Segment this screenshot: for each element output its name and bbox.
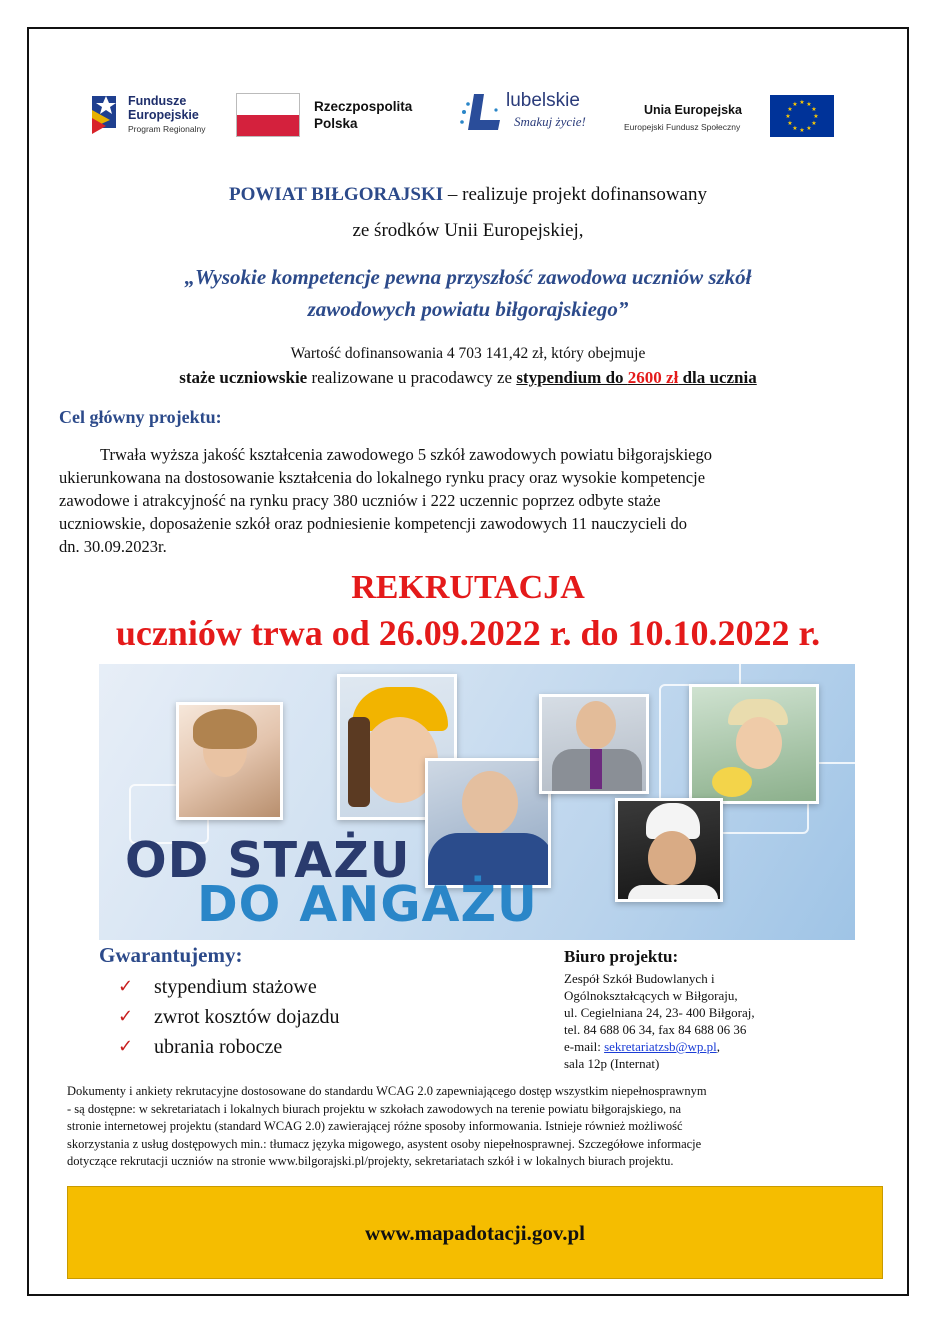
office-line: Zespół Szkół Budowlanych i (564, 971, 715, 986)
svg-text:★: ★ (787, 106, 793, 113)
value-stypendium-label: stypendium do (516, 368, 628, 387)
svg-text:★: ★ (799, 99, 805, 106)
powiat-name: POWIAT BIŁGORAJSKI (229, 184, 444, 205)
svg-text:★: ★ (785, 113, 791, 120)
lubelskie-l-icon (456, 90, 508, 136)
svg-text:★: ★ (792, 101, 798, 108)
ue-line1: Unia Europejska (644, 103, 742, 117)
office-line: sala 12p (Internat) (564, 1056, 660, 1071)
value-line1: Wartość dofinansowania 4 703 141,42 zł, który obejmuje (290, 345, 646, 362)
guarantee-item (118, 1002, 340, 1032)
guarantee-item (118, 972, 340, 1002)
office-details (564, 970, 884, 1072)
goal-line: ukierunkowana na dostosowanie kształcenia do lokalnego rynku pracy oraz wysokie kompetencje (59, 468, 706, 487)
project-title-line2: zawodowych powiatu biłgorajskiego” (307, 297, 629, 321)
goal-paragraph (59, 443, 879, 558)
value-end: dla ucznia (678, 368, 757, 387)
guarantee-item-label: stypendium stażowe (154, 976, 317, 998)
svg-text:★: ★ (811, 106, 817, 113)
photo-waiter (539, 694, 649, 794)
ue-line2: Europejski Fundusz Społeczny (624, 122, 741, 132)
goal-line: dn. 30.09.2023r. (59, 537, 167, 556)
eu-flag-icon (770, 95, 834, 137)
footer-url[interactable]: www.mapadotacji.gov.pl (365, 1221, 585, 1245)
office-email-line (564, 1038, 884, 1055)
rp-line1: Rzeczpospolita (314, 99, 413, 114)
photo-chef (615, 798, 723, 902)
svg-text:★: ★ (792, 125, 798, 132)
email-label: e-mail: (564, 1039, 605, 1054)
header-line2: ze środków Unii Europejskiej, (352, 220, 584, 241)
documents-paragraph (67, 1083, 881, 1171)
docs-line: stronie internetowej projektu (standard WCAG 2.0) zawierającej różne sposoby informowania. Istnieje również możliwość (67, 1119, 683, 1133)
guarantee-item-label: ubrania robocze (154, 1036, 283, 1058)
project-title-line1: „Wysokie kompetencje pewna przyszłość zawodowa uczniów szkół (184, 265, 752, 289)
fe-star-icon (88, 90, 120, 136)
goal-line: zawodowe i atrakcyjność na rynku pracy 380 uczniów i 222 uczennic poprzez odbyte staże (59, 491, 661, 510)
svg-text:★: ★ (813, 113, 819, 120)
guarantee-list (118, 972, 340, 1062)
email-after: , (716, 1039, 721, 1054)
svg-text:★: ★ (787, 120, 793, 127)
banner (99, 664, 855, 940)
guarantee-item-label: zwrot kosztów dojazdu (154, 1006, 340, 1028)
svg-text:★: ★ (806, 101, 812, 108)
email-link[interactable]: sekretariatzsb@wp.pl (604, 1039, 717, 1054)
lubelskie-name: lubelskie (506, 90, 580, 111)
check-icon: ✓ (118, 976, 134, 997)
office-line: ul. Cegielniana 24, 23- 400 Biłgoraj, (564, 1005, 755, 1020)
svg-text:★: ★ (799, 127, 805, 134)
value-amount: 2600 zł (627, 368, 679, 387)
fe-line2: Europejskie (128, 108, 199, 122)
fe-line3: Program Regionalny (128, 124, 206, 134)
header-line1-rest: – realizuje projekt dofinansowany (443, 184, 707, 205)
rp-line2: Polska (314, 116, 358, 131)
office-line: Ogólnokształcących w Biłgoraju, (564, 988, 738, 1003)
fundusze-europejskie-logo (88, 90, 228, 140)
header-line1 (60, 184, 876, 206)
goal-line: uczniowskie, doposażenie szkół oraz podniesienie kompetencji zawodowych 11 nauczycieli do (59, 514, 688, 533)
recruitment-dates: uczniów trwa od 26.09.2022 r. do 10.10.2022 r. (115, 613, 821, 653)
docs-line: Dokumenty i ankiety rekrutacyjne dostosowane do standardu WCAG 2.0 zapewniającego dostęp wszystkim niepełnosprawnym (67, 1084, 707, 1098)
banner-text-line2: DO ANGAŻU (197, 876, 538, 933)
docs-line: skorzystania z usług dostępowych min.: tłumacz języka migowego, asystent osoby niepełnosprawnej. Szczegółowe informacje (67, 1136, 702, 1151)
svg-text:★: ★ (811, 120, 817, 127)
value-line2 (60, 367, 876, 388)
office-heading: Biuro projektu: (564, 947, 679, 966)
recruitment-title: REKRUTACJA (351, 569, 585, 606)
photo-gardener (689, 684, 819, 804)
docs-line: - są dostępne: w sekretariatach i lokalnych biurach projektu w szkołach zawodowych na terenie powiatu biłgorajskiego, na (67, 1101, 682, 1116)
guarantee-heading: Gwarantujemy: (99, 943, 243, 967)
fe-line1: Fundusze (128, 94, 187, 108)
polish-flag-icon (236, 93, 300, 137)
guarantee-item (118, 1032, 340, 1062)
svg-text:★: ★ (806, 125, 812, 132)
check-icon: ✓ (118, 1006, 134, 1027)
value-mid: realizowane u pracodawcy ze (307, 368, 517, 387)
value-stypendium (516, 368, 756, 387)
footer-banner (67, 1186, 883, 1279)
office-line: tel. 84 688 06 34, fax 84 688 06 36 (564, 1022, 747, 1037)
photo-technician (425, 758, 551, 888)
banner-text-line1: OD STAŻU (125, 832, 411, 889)
check-icon: ✓ (118, 1036, 134, 1057)
photo-makeup (176, 702, 283, 820)
lubelskie-logo (456, 88, 596, 140)
value-stazy: staże uczniowskie (179, 368, 308, 387)
lubelskie-tagline: Smakuj życie! (514, 114, 586, 129)
goal-heading: Cel główny projektu: (59, 407, 222, 427)
goal-line: Trwała wyższa jakość kształcenia zawodowego 5 szkół zawodowych powiatu biłgorajskiego (100, 445, 713, 464)
docs-line: dotyczące rekrutacji uczniów na stronie www.bilgorajski.pl/projekty, sekretariatach szkół i w lokalnych biurach projektu. (67, 1154, 674, 1168)
